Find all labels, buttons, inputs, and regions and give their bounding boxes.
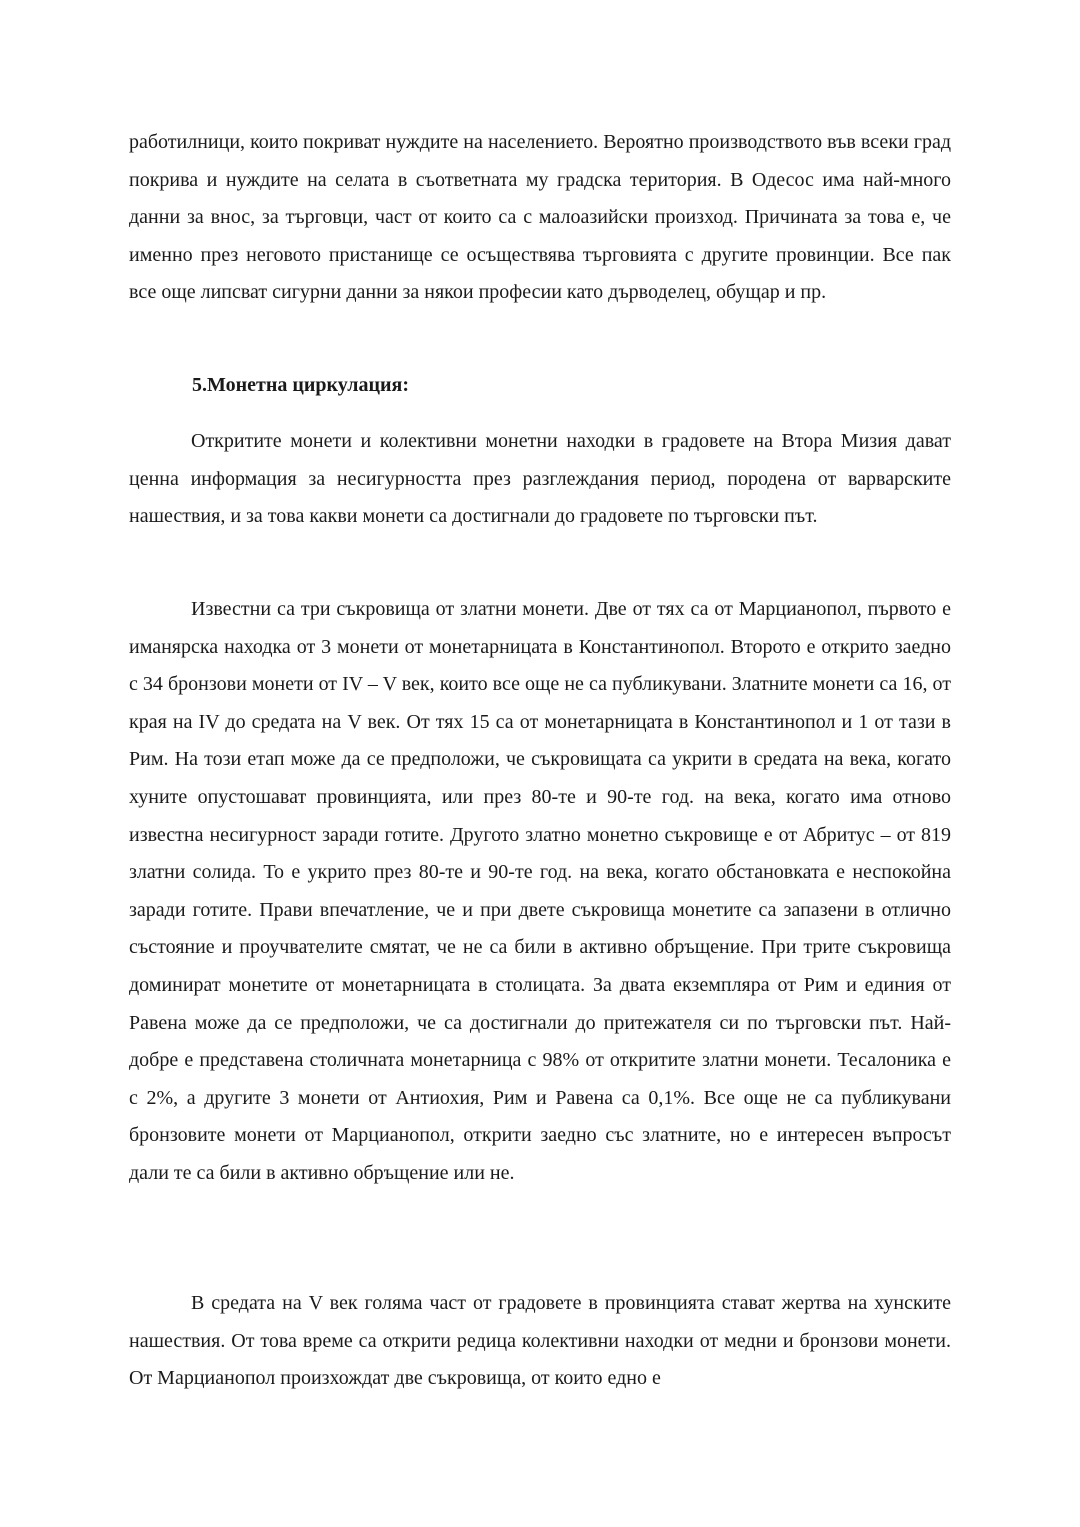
paragraph-workshops: работилници, които покриват нуждите на населението. Вероятно производството във всеки град покрива и нуждите на селата в съответната му градска територия. В Одесос има най-много данни за внос, за търговци, част от които са с малоазийски произход. Причината за това е, че именно през неговото пристанище се осъществява търговията с другите провинции. Все пак все още липсват сигурни данни за някои професии като дърводелец, обущар и пр.: [129, 131, 951, 304]
paragraph-coin-finds: Откритите монети и колективни монетни находки в градовете на Втора Мизия дават ценна информация за несигурността през разглеждания период, породена от варварските нашествия, и за това какви монети са достигнали до градовете по търговски път.: [129, 430, 951, 528]
paragraph-gold-treasures: Известни са три съкровища от златни монети. Две от тях са от Марцианопол, първото е иманярска находка от 3 монети от монетарницата в Константинопол. Второто е открито заедно с 34 бронзови монети от IV – V век, които все още не са публикувани. Златните монети са 16, от края на IV до средата на V век. От тях 15 са от монетарницата в Константинопол и 1 от тази в Рим. На този етап може да се предположи, че съкровищата са укрити в средата на века, когато хуните опустошават провинцията, или през 80-те и 90-те год. на века, когато има отново известна несигурност заради готите. Другото златно монетно съкровище е от Абритус – от 819 златни солида. То е укрито през 80-те и 90-те год. на века, когато обстановката е неспокойна заради готите. Прави впечатление, че и при двете съкровища монетите са запазени в отлично състояние и проучвателите смятат, че не са били в активно обръщение. При трите съкровища доминират монетите от монетарницата в столицата. За двата екземпляра от Рим и единия от Равена може да се предположи, че са достигнали до притежателя си по търговски път. Най-добре е представена столичната монетарница с 98% от откритите златни монети. Тесалоника е с 2%, а другите 3 монети от Антиохия, Рим и Равена са 0,1%. Все още не са публикувани бронзовите монети от Марцианопол, открити заедно със златните, но е интересен въпросът дали те са били в активно обръщение или не.: [129, 598, 951, 1184]
section-heading-coin-circulation: 5.Монетна циркулация:: [192, 374, 410, 396]
paragraph-hun-invasions: В средата на V век голяма част от градовете в провинцията стават жертва на хунските нашествия. От това време са открити редица колективни находки от медни и бронзови монети. От Марцианопол произхождат две съкровища, от които едно е: [129, 1292, 951, 1390]
